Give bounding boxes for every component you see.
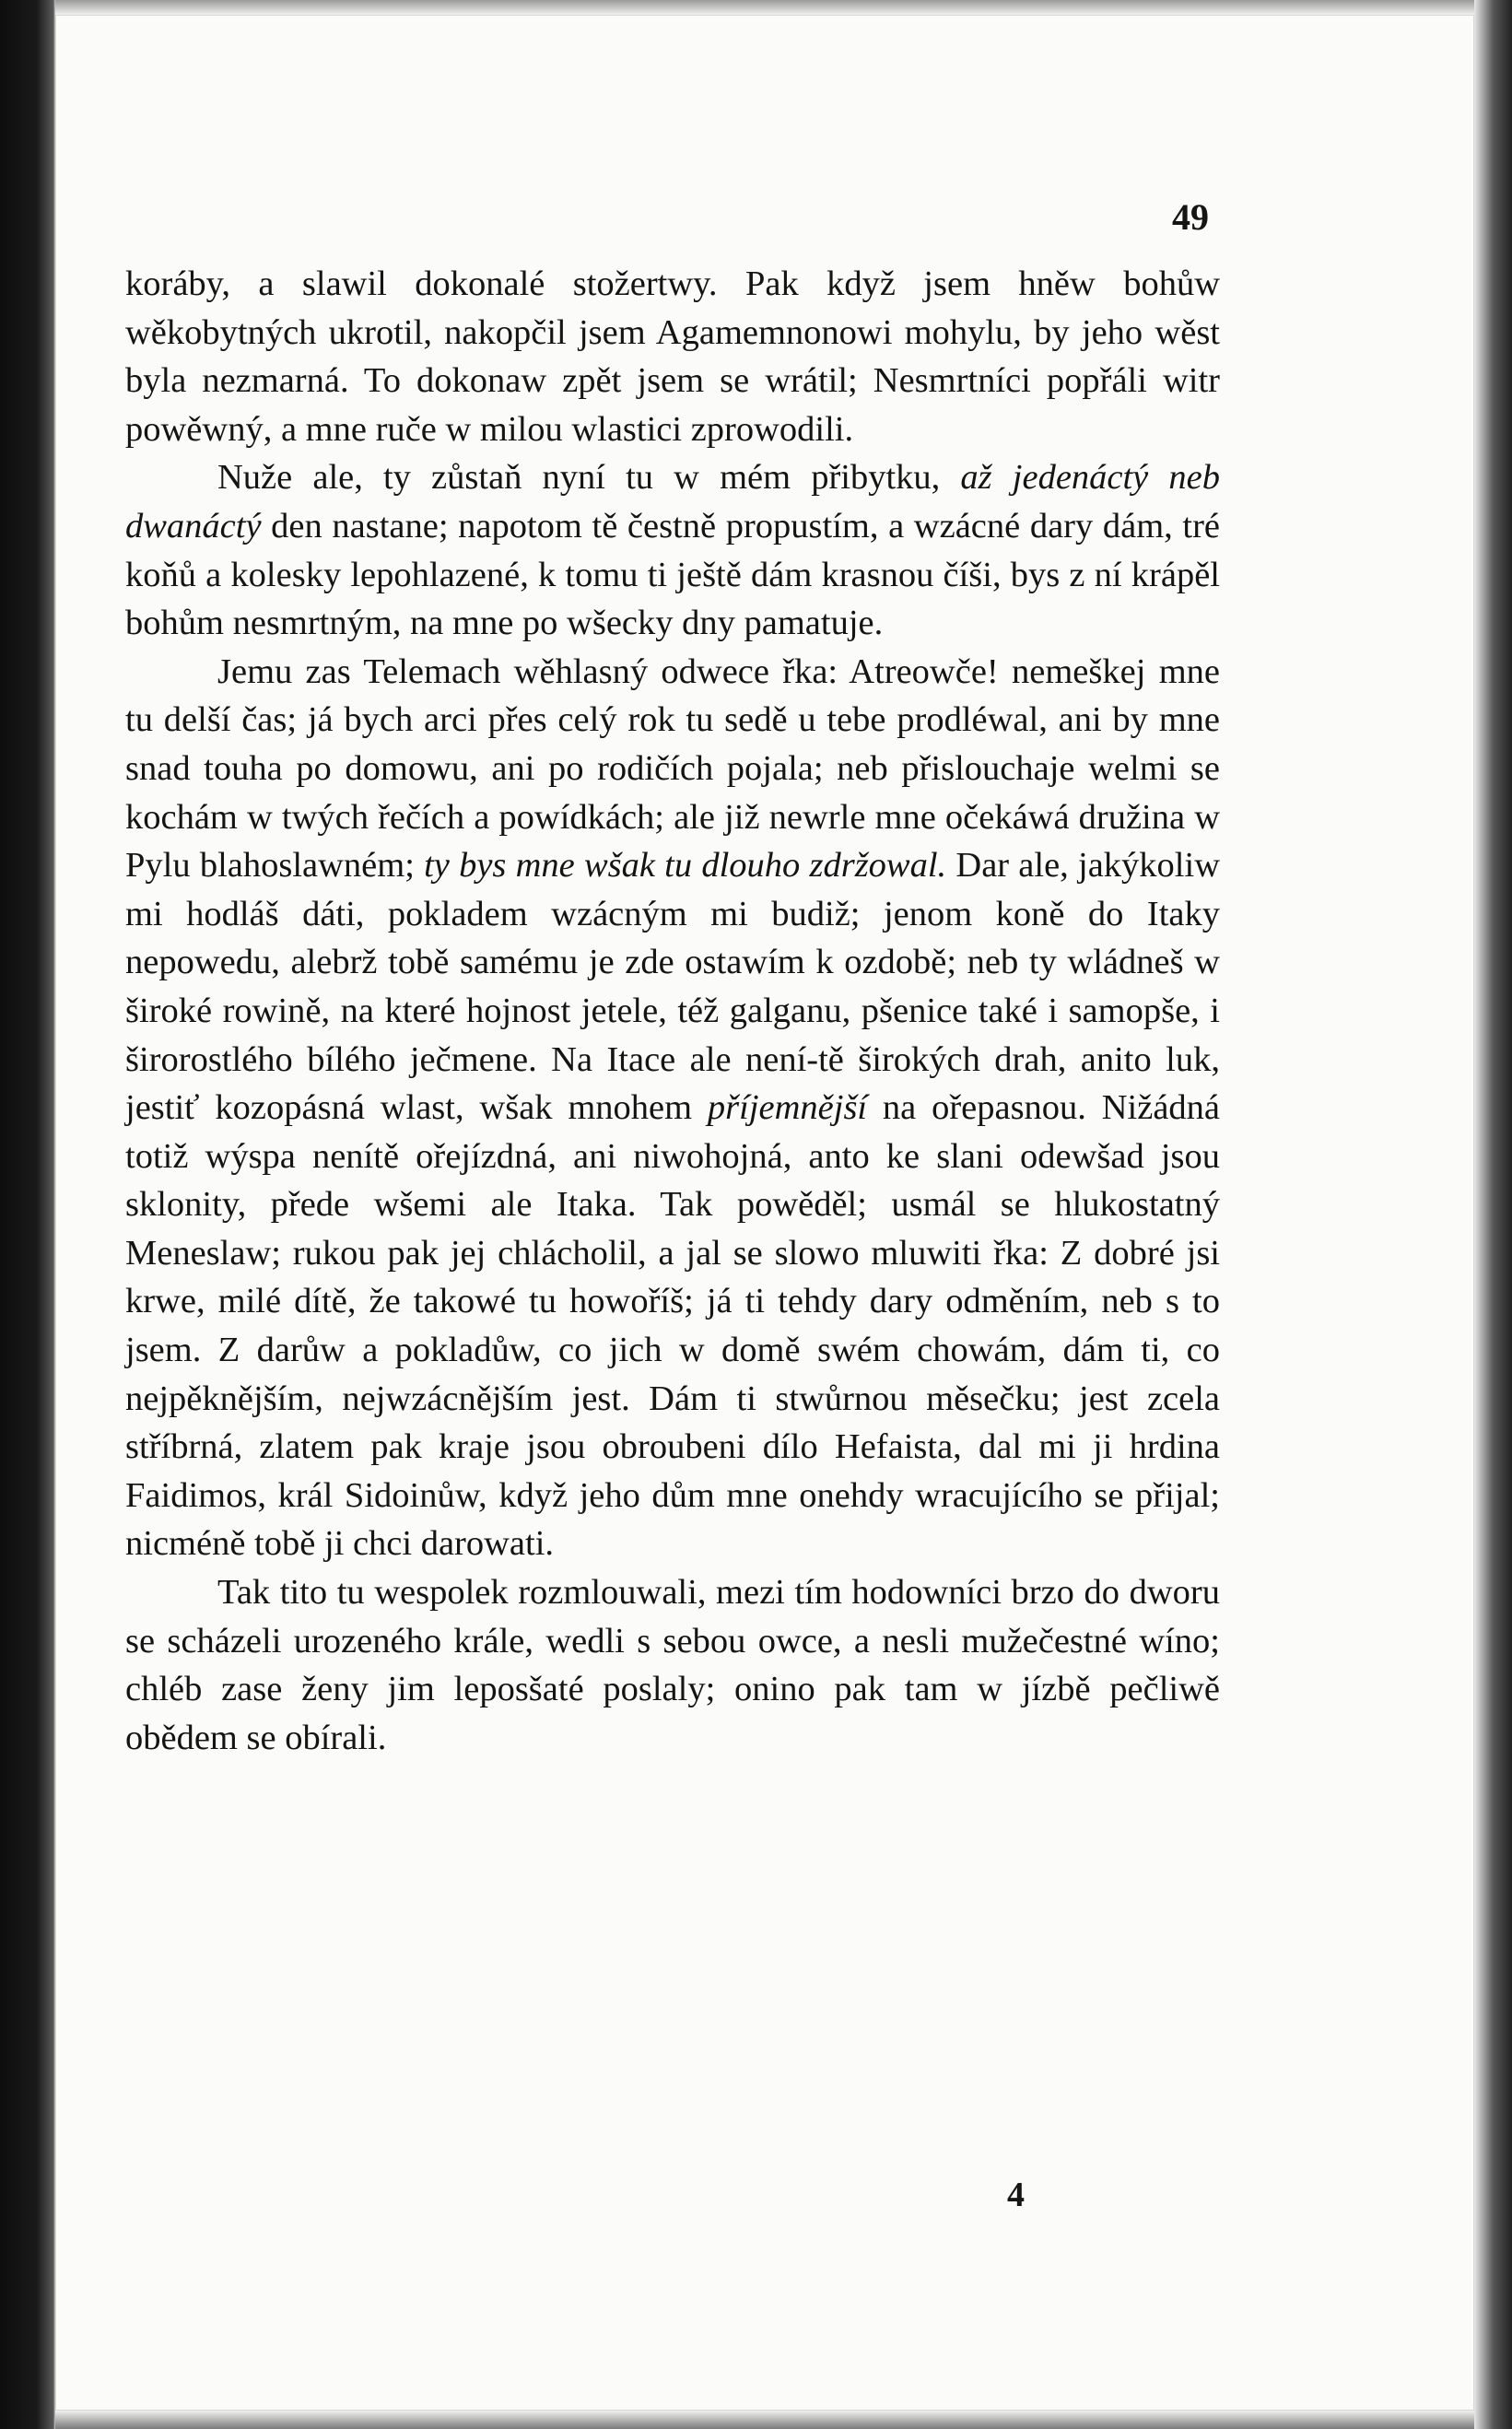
body-text [125, 260, 1220, 1762]
paragraph [125, 453, 1220, 647]
text-segment: na ořepasnou. Nižádná totiž wýspa nenítě ořejízdná, ani niwohojná, anto ke slani odewšad jsou sklonity, přede wšemi ale Itaka. Tak powěděl; usmál se hlukostatný Meneslaw; rukou pak jej chlácholil, a jal se slowo mluwiti řka: Z dobré jsi krwe, milé dítě, že takowé tu howoříš; já ti tehdy dary odměním, neb s to jsem. Z darůw a pokladůw, co jich w domě swém chowám, dám ti, co nejpěknějším, nejwzácnějším jest. Dám ti stwůrnou měsečku; jest zcela stříbrná, zlatem pak kraje jsou obroubeni dílo Hefaista, dal mi ji hrdina Faidimos, král Sidoinůw, když jeho dům mne onehdy wracujícího se přijal; nicméně tobě ji chci darowati. [125, 1088, 1220, 1564]
scan-left-edge [0, 0, 55, 2429]
page-number: 49 [1172, 196, 1209, 238]
paragraph [125, 648, 1220, 1568]
paragraph [125, 260, 1220, 453]
text-segment: Jemu zas Telemach wěhlasný odwece řka: Atreowče! nemeškej mne tu delší čas; já bych arci přes celý rok tu sedě u tebe prodléwal, ani by mne snad touha po domowu, ani po rodičích pojala; neb přislouchaje welmi se kochám w twých řečích a powídkách; ale již newrle mne očekáwá družina w Pylu blahoslawném; [125, 651, 1220, 886]
text-segment: koráby, a slawil dokonalé stožertwy. Pak když jsem hněw bohůw wěkobytných ukrotil, nakopčil jsem Agamemnonowi mohylu, by jeho wěst byla nezmarná. To dokonaw zpět jsem se wrátil; Nesmrtníci popřáli witr powěwný, a mne ruče w milou wlastici zprowodili. [125, 264, 1220, 449]
italic-segment: příjemnější [707, 1088, 868, 1128]
text-segment: den nastane; napotom tě čestně propustím, a wzácné dary dám, tré koňů a kolesky lepohlazené, k tomu ti ještě dám krasnou číši, bys z ní krápěl bohům nesmrtným, na mne po wšecky dny pamatuje. [125, 506, 1220, 643]
signature-mark: 4 [1007, 2176, 1025, 2214]
text-segment: Tak tito tu wespolek rozmlouwali, mezi tím hodowníci brzo do dworu se scházeli urozeného krále, wedli s sebou owce, a nesli mužečestné wíno; chléb zase ženy jim leposšaté poslaly; onino pak tam w jízbě pečliwě obědem se obírali. [125, 1573, 1220, 1757]
scan-bottom-edge [55, 2411, 1474, 2429]
paragraph [125, 1568, 1220, 1762]
text-segment: Nuže ale, ty zůstaň nyní tu w mém přibytku, [217, 458, 961, 498]
italic-segment: až jedenáctý neb dwanáctý [125, 458, 1220, 546]
text-segment: Dar ale, jakýkoliw mi hodláš dáti, pokladem wzácným mi budiž; jenom koně do Itaky nepowedu, alebrž tobě samému je zde ostawím k ozdobě; neb ty wládneš w široké rowině, na které hojnost jetele, též galganu, pšenice také i samopše, i širorostlého bílého ječmene. Na Itace ale není-tě širokých drah, anito luk, jestiť kozopásná wlast, wšak mnohem [125, 846, 1220, 1128]
italic-segment: ty bys mne wšak tu dlouho zdržowal. [424, 846, 947, 886]
scan-top-edge [55, 0, 1474, 15]
scan-right-edge [1474, 0, 1512, 2429]
